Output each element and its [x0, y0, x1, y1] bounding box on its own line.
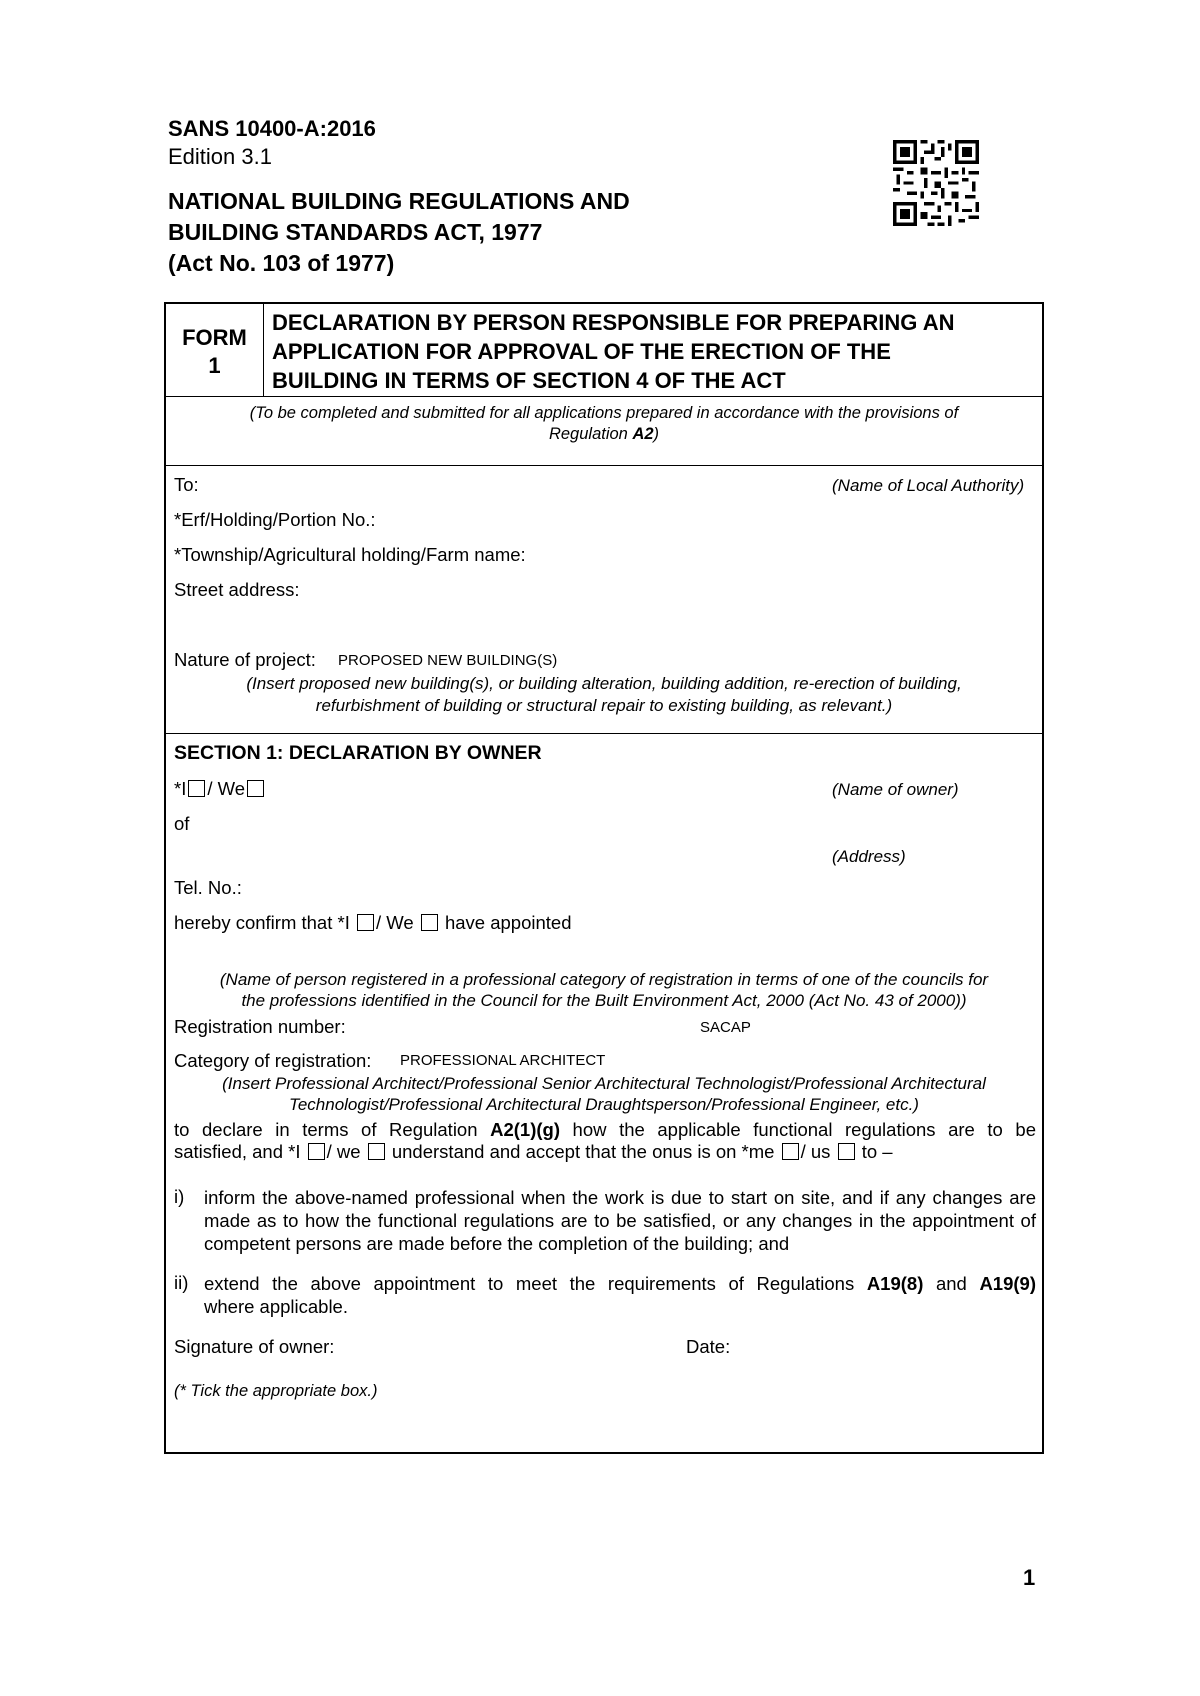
checkbox-confirm-i[interactable] — [357, 914, 374, 931]
form-title-line: APPLICATION FOR APPROVAL OF THE ERECTION OF THE — [272, 339, 891, 364]
checkbox-me[interactable] — [782, 1143, 799, 1160]
item-i-number: i) — [174, 1186, 185, 1207]
item-ii-text: extend the above appointment to meet the requirements of Regulations A19(8) and A19(9) where applicable. — [204, 1273, 1036, 1317]
address-hint: (Address) — [832, 847, 906, 866]
section-1-heading: SECTION 1: DECLARATION BY OWNER — [174, 742, 542, 764]
erf-label: *Erf/Holding/Portion No.: — [174, 509, 376, 530]
hint-line: Technologist/Professional Architectural Draughtsperson/Professional Engineer, etc.) — [289, 1095, 919, 1114]
of-label: of — [174, 813, 190, 834]
page-number: 1 — [1023, 1565, 1036, 1590]
form-number-value: 1 — [208, 353, 221, 378]
registration-number-value: SACAP — [700, 1019, 751, 1036]
to-label: To: — [174, 474, 199, 495]
item-i-text: inform the above-named professional when the work is due to start on site, and if any changes are made as to how the functional regulations are to be satisfied, or any changes in the appointment of competent persons are made before the completion of the building; and — [204, 1187, 1036, 1254]
declaration-form — [164, 302, 1044, 1454]
nature-of-project-hint — [186, 673, 1022, 717]
section-1 — [166, 734, 1042, 1452]
form-instruction — [186, 403, 1022, 445]
form-title-line: BUILDING IN TERMS OF SECTION 4 OF THE ACT — [272, 368, 786, 393]
declare-line: to declare in terms of Regulation A2(1)(g) how the applicable functional regulations are to be — [174, 1119, 1036, 1140]
checkbox-confirm-we[interactable] — [421, 914, 438, 931]
confirm-line: hereby confirm that *I / We have appointed — [174, 912, 572, 933]
form-title-row — [166, 304, 1042, 397]
i-label: *I — [174, 778, 187, 799]
category-value: PROFESSIONAL ARCHITECT — [400, 1052, 606, 1069]
hint-line: (Name of person registered in a professional category of registration in terms of one of the councils for — [219, 970, 989, 989]
qr-code-icon — [893, 140, 979, 226]
checkbox-us[interactable] — [838, 1143, 855, 1160]
project-details-row — [166, 466, 1042, 734]
category-label: Category of registration: — [174, 1050, 372, 1071]
form-title — [272, 308, 1042, 395]
standard-code: SANS 10400-A:2016 — [168, 116, 376, 141]
instruction-line: Regulation A2) — [548, 425, 660, 443]
township-label: *Township/Agricultural holding/Farm name: — [174, 544, 526, 565]
tick-note: (* Tick the appropriate box.) — [174, 1382, 378, 1400]
form-title-line: DECLARATION BY PERSON RESPONSIBLE FOR PREPARING AN — [272, 310, 955, 335]
act-title — [168, 186, 868, 279]
nature-of-project-label: Nature of project: — [174, 649, 316, 670]
owner-name-hint: (Name of owner) — [832, 780, 959, 799]
street-address-label: Street address: — [174, 579, 300, 600]
act-title-line: NATIONAL BUILDING REGULATIONS AND — [168, 188, 630, 214]
checkbox-satisfied-i[interactable] — [308, 1143, 325, 1160]
form-number — [166, 304, 264, 396]
hint-line: (Insert Professional Architect/Professional Senior Architectural Technologist/Professional Architectural — [222, 1074, 986, 1093]
date-label: Date: — [686, 1336, 731, 1357]
checkbox-satisfied-we[interactable] — [368, 1143, 385, 1160]
instruction-row — [166, 397, 1042, 466]
owner-line — [174, 778, 266, 800]
we-label: / We — [207, 778, 246, 799]
checkbox-we[interactable] — [247, 780, 264, 797]
satisfied-line: satisfied, and *I / we understand and accept that the onus is on *me / us to – — [174, 1141, 893, 1162]
hint-line: refurbishment of building or structural repair to existing building, as relevant.) — [315, 696, 893, 715]
form-number-label: FORM — [182, 325, 247, 350]
category-hint — [186, 1073, 1022, 1115]
act-title-line: (Act No. 103 of 1977) — [168, 250, 395, 276]
local-authority-hint: (Name of Local Authority) — [832, 476, 1025, 495]
act-title-line: BUILDING STANDARDS ACT, 1977 — [168, 219, 543, 245]
checkbox-i[interactable] — [188, 780, 205, 797]
professional-person-hint — [186, 969, 1022, 1011]
nature-of-project-value: PROPOSED NEW BUILDING(S) — [338, 652, 558, 669]
item-ii-number: ii) — [174, 1272, 189, 1293]
instruction-line: (To be completed and submitted for all applications prepared in accordance with the provisions of — [249, 404, 959, 422]
edition: Edition 3.1 — [168, 144, 272, 169]
registration-number-label: Registration number: — [174, 1016, 346, 1037]
signature-label: Signature of owner: — [174, 1336, 335, 1357]
tel-label: Tel. No.: — [174, 877, 242, 898]
hint-line: the professions identified in the Council for the Built Environment Act, 2000 (Act No. 43 of 2000)) — [241, 991, 967, 1010]
hint-line: (Insert proposed new building(s), or building alteration, building addition, re-erection of building, — [246, 674, 962, 693]
